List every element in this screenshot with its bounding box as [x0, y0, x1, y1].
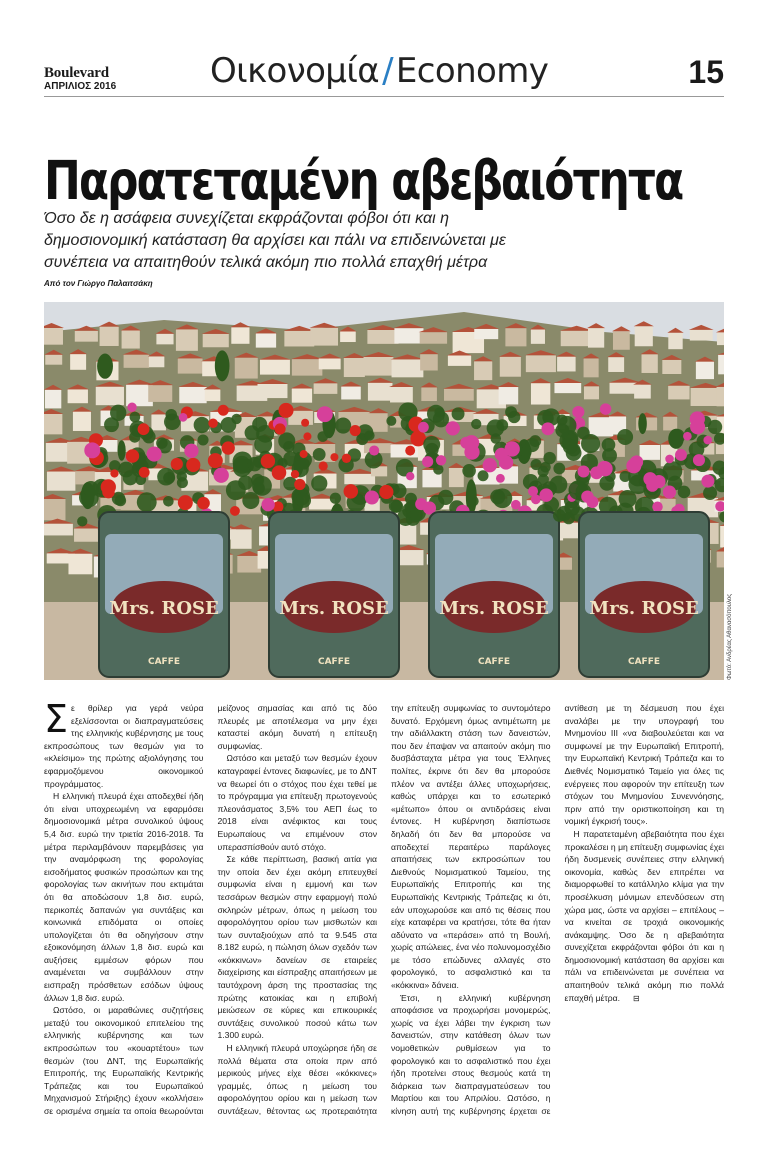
- section-title-slash: /: [382, 51, 393, 91]
- masthead: [0, 0, 768, 110]
- house: [499, 352, 522, 377]
- byline: Από τον Γιώργο Παλαιτσάκη: [44, 279, 153, 288]
- deck: Όσο δε η ασάφεια συνεχίζεται εκφράζονται φόβοι ότι και η δημοσιονομική κατάσταση θα αρχίσει και πάλι να επιδεινώνεται με συνέπεια να απαιτηθούν τελικά ακόμη πιο πολλά επαχθή μέτρα: [44, 210, 506, 271]
- house: [634, 321, 654, 346]
- house: [612, 326, 631, 349]
- house: [530, 378, 551, 404]
- photo-illustration: [44, 302, 724, 680]
- paragraph: [565, 828, 725, 1005]
- paragraph-text: Η παρατεταμένη αβεβαιότητα που έχει προκαλέσει η μη επίτευξη συμφωνίας έχει ήδη δυσμενείς συνέπειες στην ελληνική οικονομία, καθώς δεν επιτρέπει να διαμορφωθεί το κατάλληλο κλίμα για την προσέλκυση μόνιμων επενδύσεων στη χώρα μας, ώστε να αρχίσει – επιτέλους – να κινείται σε τροχιά οικονομικής ανάκαμψης. Όσο δε η αβεβαιότητα συνεχίζεται εκφράζονται φόβοι ότι και η δημοσιονομική κατάσταση θα αρχίσει και πάλι να επιδεινώνεται με συνέπεια να απαιτηθούν τελικά ακόμη πιο πολλά επαχθή μέτρα.: [564, 828, 724, 1003]
- house: [363, 352, 395, 376]
- article-photo: [44, 302, 724, 680]
- house: [175, 324, 199, 350]
- brand-name: Boulevard: [44, 65, 109, 81]
- section-title-english: Economy: [395, 51, 549, 91]
- house: [230, 524, 253, 549]
- issue-date: ΑΠΡΙΛΙΟΣ 2016: [44, 81, 117, 92]
- paragraph: Ωστόσο και μεταξύ των θεσμών έχουν καταγραφεί έντονες διαφωνίες, με το ΔΝΤ να θεωρεί ότι ο στόχος που έχει τεθεί με το πρόγραμμα για επίτευξη πρωτογενούς πλεονάσματος 3,5% του ΑΕΠ έως το 2018 είναι ανέφικτος και τους Ευρωπαίους να επιμένουν στον υπερασπίσθούν αυτό στόχο.: [217, 753, 377, 852]
- house: [67, 549, 93, 575]
- can-label: Mrs. ROSE: [279, 598, 389, 619]
- house: [343, 353, 366, 377]
- paragraph: Έτσι, η ελληνική κυβέρνηση αποφάσισε να προχωρήσει μονομερώς, χωρίς να έχει λάβει την έγκριση των δανειστών, στην κατάθεση όλων των νομοθετικών ρυθμίσεων για το φορολογικό και το ασφαλιστικό που έχει ήδη προτείνει στους θεσμούς κατά τη διάρκεια των διαπραγματεύσεων του Μαρτίου και του Απριλίου. Ωστόσο, η κίνηση αυτή της κυβέρνησης έρχεται σε αντίθεση με τη δέσμευση που έχει αναλάβει με την υπογραφή του Μνημονίου ΙΙΙ «να διαβουλεύεται και να συμφωνεί με την Ευρωπαϊκή Επιτροπή, την Ευρωπαϊκή Κεντρική Τράπεζα και το Διεθνές Νομισματικό Ταμείο για όλες τις ενέργειες που αφορούν την επίτευξη των στόχων του Μνημονίου Συνεννόησης, πριν από την οριστικοποίηση και τη νομική έγκρισή τους».: [391, 703, 724, 1116]
- can-label: Mrs. ROSE: [439, 598, 549, 619]
- paragraph-text: ε θρίλερ για γερά νεύρα εξελίσσονται οι διαπραγματεύσεις της ελληνικής κυβέρνησης με τους εκπροσώπους των θεσμών για το «κλείσιμο» της πρώτης αξιολόγησης του εφαρμοζόμενου οικονομικού προγράμματος.: [44, 703, 204, 789]
- photo-credit: Φωτό: Ανδρέας Αθανασόπουλος: [727, 593, 733, 680]
- house: [72, 407, 92, 431]
- house: [99, 322, 120, 346]
- can-sublabel: CAFFE: [627, 657, 661, 667]
- can-sublabel: CAFFE: [317, 657, 351, 667]
- house: [44, 385, 62, 409]
- page-number: 15: [688, 54, 724, 90]
- masthead-rule: [44, 96, 724, 97]
- brand-block: [44, 66, 164, 92]
- can-sublabel: CAFFE: [147, 657, 181, 667]
- end-mark: ⊟: [633, 993, 640, 1003]
- paragraph: Σε κάθε περίπτωση, βασική αιτία για την οποία δεν έχει ακόμη επιτευχθεί συμφωνία είναι η εμμονή και των τεσσάρων θεσμών στην εφαρμογή πολύ σκληρών μέτρων, όπως η μείωση του αφορολόγητου ορίου των μισθωτών και των συνταξιούχων από τα 9.545 στα 8.182 ευρώ, η πώληση όλων σχεδόν των «κόκκινων» δανείων σε εταιρείες διαχείρισης και είσπραξης απαιτήσεων με ταυτόχρονη άρση της προστασίας της πρώτης κατοικίας και η επιβολή μειώσεων σε κύριες και επικουρικές συντάξεις συνολικού ποσού κάτω των 1.300 ευρώ.: [217, 854, 377, 1041]
- house: [234, 353, 259, 379]
- paragraph: Η ελληνική πλευρά υποχώρησε ήδη σε πολλά θέματα στα οποία πριν από μερικούς μήνες είχε θέσει «κόκκινες» γραμμές, όπως η μείωση του αφορολόγητου ορίου και η μείωση των συντάξεων, θέτοντας ως προτεραιότητα την επίτευξη συμφωνίας το συντομότερο δυνατό. Ερχόμενη όμως αντιμέτωπη με την αδιάλλακτη στάση των δανειστών, που δεν έπαψαν να απαιτούν ακόμη πιο δυσβάσταχτα μέτρα για τους Έλληνες πολίτες, έκρινε ότι δεν θα μπορούσε πλέον να αντέξει άλλες υποχωρήσεις, καθώς υπάρχει και το εσωτερικό «μέτωπο» όπου οι αντιδράσεις είναι έντονες. Η κυβέρνηση διαπίστωσε δηλαδή ότι δεν θα μπορούσε να αποδεχτεί περαιτέρω παράλογες απαιτήσεις των εκπροσώπων του Διεθνούς Νομισματικού Ταμείου, της Ευρωπαϊκής Επιτροπής και της Ευρωπαϊκής Κεντρικής Τράπεζας κι ότι, εάν υποχωρούσε και από τις θέσεις που είχε καταφέρει να κρατήσει, τότε θα ήταν αδύνατο να «περάσει» από τη Βουλή, χωρίς απώλειες, ένα νέο πολυνομοσχέδιο με τόσο επώδυνες αλλαγές στο φορολογικό, το ασφαλιστικό και τα «κόκκινα» δάνεια.: [217, 703, 551, 1116]
- paragraph: [44, 697, 204, 790]
- house: [641, 349, 659, 373]
- cypress-tree: [215, 350, 230, 381]
- headline: Παρατεταμένη αβεβαιότητα: [44, 150, 683, 213]
- cypress-tree: [118, 440, 126, 460]
- cypress-tree: [638, 413, 647, 434]
- house: [44, 409, 63, 434]
- house: [448, 463, 465, 487]
- can-sublabel: CAFFE: [477, 657, 511, 667]
- can-label: Mrs. ROSE: [589, 598, 699, 619]
- dropcap: Σ: [44, 697, 69, 741]
- house: [587, 323, 605, 348]
- paragraph: Η ελληνική πλευρά έχει αποδεχθεί ήδη ότι είναι υποχρεωμένη να εφαρμόσει δημοσιονομικά μέτρα συνολικού ύψους 5,4 δισ. ευρώ την τριετία 2016-2018. Τα μέτρα περιλαμβάνουν παρεμβάσεις για την αναμόρφωση της φορολογίας εισοδήματος φυσικών προσώπων και της φορολογίας των ακινήτων που εκτιμάται ότι θα αποδώσουν 1,8 δισ. ευρώ, περικοπές δαπανών για συντάξεις και κοινωνικά επιδόματα οι οποίες υπολογίζεται ότι θα οδηγήσουν στην εξοικονόμηση άλλων 1,8 δισ. ευρώ και αυξήσεις εμμέσων φόρων που αναμένεται να συμβάλλουν στην εισπραξη πρόσθετων εσόδων ύψους άλλων 1,8 δισ. ευρώ.: [44, 791, 204, 1003]
- house: [44, 494, 66, 520]
- can-label: Mrs. ROSE: [109, 598, 219, 619]
- article-body: [44, 697, 724, 1122]
- section-title: [210, 51, 548, 91]
- section-title-greek: Οικονομία: [210, 51, 380, 91]
- house: [583, 353, 600, 377]
- house: [95, 382, 125, 405]
- house: [46, 467, 76, 491]
- cypress-tree: [97, 353, 113, 378]
- paragraph: Ωστόσο, οι μαραθώνιες συζητήσεις μεταξύ του οικονομικού επιτελείου της ελληνικής κυβέρνησης και των εκπροσώπων του «κουαρτέτου» των θεσμών (του ΔΝΤ, της Ευρωπαϊκής Επιτροπής, της Ευρωπαϊκής Κεντρικής Τράπεζας και του Ευρωπαϊκού Μηχανισμού Στήριξης) έχουν «κολλήσει» σε ορισμένα σημεία τα οποία θεωρούνται μείζονος σημασίας και από τις δύο πλευρές με αποτέλεσμα να μην έχει καταστεί ακόμη δυνατή η επίτευξη συμφωνίας.: [44, 703, 377, 1116]
- house: [473, 356, 493, 380]
